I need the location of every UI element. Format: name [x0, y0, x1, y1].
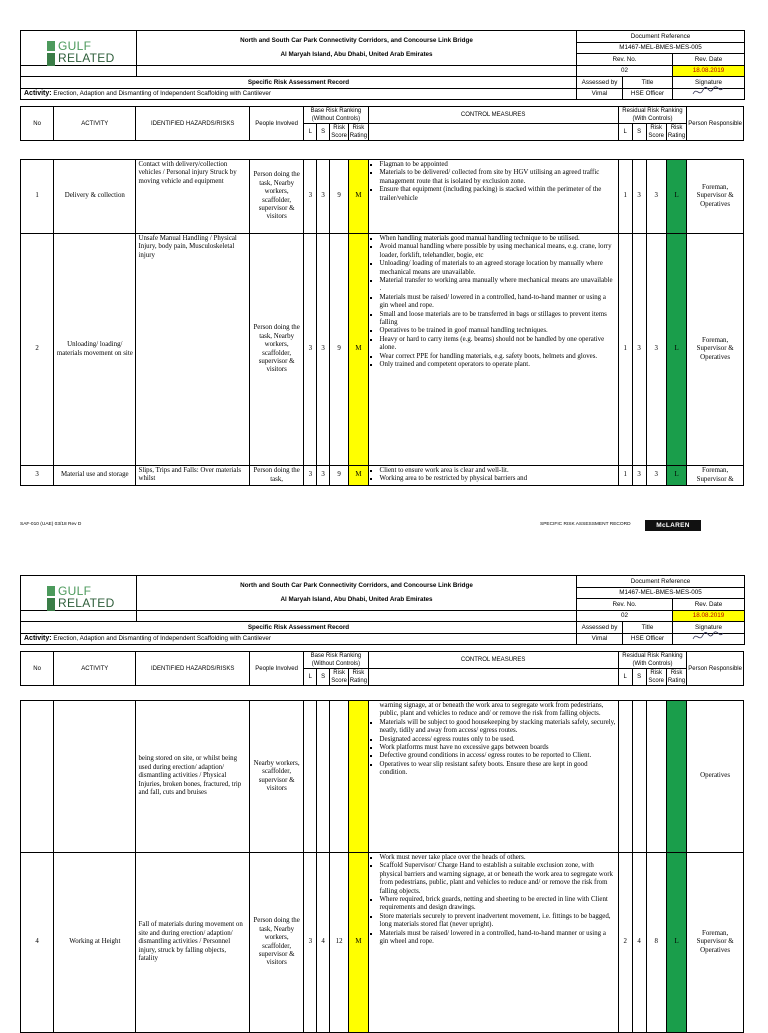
- col-rl: L: [618, 124, 632, 141]
- control-item: ▪ Heavy or hard to carry items (e.g. beams) should not be handled by one operative alone.: [380, 336, 616, 353]
- col-no: No: [21, 107, 54, 141]
- score-cell: 9: [330, 160, 349, 234]
- col-rscore: Risk Score: [646, 669, 666, 686]
- risk-rating-badge: M: [349, 160, 368, 234]
- col-control-measures: CONTROL MEASURES: [368, 107, 618, 124]
- logo-cell: [21, 31, 137, 66]
- col-responsible: Person Responsible: [687, 107, 744, 141]
- activity-cell: Unloading/ loading/ materials movement on site: [54, 234, 136, 466]
- likelihood-cell: 3: [304, 234, 317, 466]
- document-header-2: [20, 575, 745, 645]
- page-2: [20, 575, 744, 1033]
- activity-description: Activity: Erection, Adaption and Dismantling of Independent Scaffolding with Cantilever: [21, 88, 577, 100]
- residual-likelihood-cell: 1: [618, 234, 632, 466]
- activity-cell: Delivery & collection: [54, 160, 136, 234]
- doc-ref-label: Document Reference: [577, 576, 745, 588]
- col-people: People Involved: [249, 107, 304, 141]
- control-item: ▪ Operatives to be trained in goof manual handling techniques.: [380, 327, 616, 335]
- col-rl: L: [618, 669, 632, 686]
- risk-table-page-1: [20, 159, 744, 486]
- residual-rating-badge: L: [666, 160, 686, 234]
- col-s: S: [317, 124, 330, 141]
- residual-rating-badge: L: [666, 853, 686, 1033]
- severity-cell: 3: [317, 466, 330, 486]
- col-l: L: [304, 669, 317, 686]
- control-item: ▪ Work platforms must have no excessive gaps between boards: [380, 744, 616, 752]
- risk-rating-badge: M: [349, 234, 368, 466]
- table-row: 4 Working at Height Fall of materials during movement on site and during erection/ adaption/ dismantling activities / Personnel injury, struck by falling objects, fatality Person doing the task, Nearby workers, scaffolder, supervisor & visitors 3 4 12 M ▪ Work must never take place over the heads of others. ▪ Scaffold Supervisor/ Charge Hand to establish a suitable exclusion zone, with physical barriers and warning signage, at or beneath the work area to segregate work from pedestrians, public, plant and vehicles to reduce and/ or remove the risk from falling objects. ▪ Where required, brick guards, netting and sheeting to be erected in line with Client requirements and design drawings. ▪ Store materials securely to prevent inadvertent movement, i.e. fittings to be bagged, long materials stored flat (never upright). ▪ Materials must be raised/ lowered in a controlled, hand-to-hand manner or using a gin wheel and rope. 2 4 8 L Foreman, Supervisor & Operatives: [21, 853, 744, 1033]
- people-cell: Nearby workers, scaffolder, supervisor & visitors: [249, 701, 304, 853]
- title-label: Title: [623, 77, 673, 89]
- residual-score-cell: 3: [646, 160, 666, 234]
- col-rrating: Risk Rating: [667, 670, 686, 684]
- likelihood-cell: 3: [304, 160, 317, 234]
- assessor-title: HSE Officer: [623, 633, 673, 645]
- control-item: ▪ When handling materials good manual handling technique to be utilised.: [380, 235, 616, 243]
- hazard-cell: being stored on site, or whilst being used during erection/ adaption/ dismantling activities / Physical Injuries, broken bones, fractured, trip and fall, cuts and bruises: [136, 701, 249, 853]
- control-item: ▪ Material transfer to working area manually where mechanical means are unavailable .: [380, 277, 616, 294]
- footer-record-title: SPECIFIC RISK ASSESSMENT RECORD: [540, 522, 631, 527]
- risk-table-page-2: [20, 700, 744, 1033]
- logo-cell: [21, 576, 137, 611]
- signature: [673, 633, 745, 645]
- control-item: ▪ Materials must be raised/ lowered in a controlled, hand-to-hand manner or using a gin wheel and rope.: [380, 294, 616, 311]
- table-row-continued: [21, 701, 744, 853]
- project-name: North and South Car Park Connectivity Corridors, and Concourse Link Bridge Al Maryah Island, Abu Dhabi, United Arab Emirates: [137, 576, 577, 611]
- form-reference: SAF-010 (UAE) 03/18 Rev D: [20, 522, 82, 527]
- residual-likelihood-cell: 1: [618, 466, 632, 486]
- col-activity: ACTIVITY: [54, 107, 136, 141]
- col-score: Risk Score: [331, 125, 347, 139]
- control-item: ▪ Flagman to be appointed: [380, 161, 616, 169]
- col-l: L: [304, 124, 317, 141]
- residual-likelihood-cell: 1: [618, 160, 632, 234]
- residual-rating-badge: L: [666, 466, 686, 486]
- title-label: Title: [623, 622, 673, 634]
- col-rrating: Risk Rating: [667, 125, 686, 139]
- doc-ref-label: Document Reference: [577, 31, 745, 43]
- activity-description: Activity: Erection, Adaption and Dismantling of Independent Scaffolding with Cantilever: [21, 633, 577, 645]
- col-rating: Risk Rating: [349, 670, 368, 684]
- control-item: ▪ Avoid manual handling where possible by using mechanical means, e.g. crane, lorry loader, forklift, telehandler, bogie, etc: [380, 243, 616, 260]
- control-item: ▪ Materials must be raised/ lowered in a controlled, hand-to-hand manner or using a gin wheel and rope.: [380, 930, 616, 947]
- col-hazards: IDENTIFIED HAZARDS/RISKS: [136, 107, 249, 141]
- control-cell: [368, 466, 618, 486]
- likelihood-cell: 3: [304, 466, 317, 486]
- control-item: ▪ Work must never take place over the heads of others.: [380, 854, 616, 862]
- col-base-risk: Base Risk Ranking (Without Controls): [304, 652, 368, 669]
- assessed-by-label: Assessed by: [577, 77, 623, 89]
- col-control-measures: CONTROL MEASURES: [368, 652, 618, 669]
- mclaren-logo: McLAREN: [645, 520, 701, 531]
- assessed-by-label: Assessed by: [577, 622, 623, 634]
- signature-label: Signature: [673, 622, 745, 634]
- control-item: ▪ Client to ensure work area is clear and well-lit.: [380, 467, 616, 475]
- people-cell: Person doing the task, Nearby workers, scaffolder, supervisor & visitors: [249, 160, 304, 234]
- responsible-cell: Operatives: [687, 701, 744, 853]
- col-base-risk: Base Risk Ranking (Without Controls): [304, 107, 368, 124]
- record-title: Specific Risk Assessment Record: [21, 77, 577, 89]
- people-cell: Person doing the task, Nearby workers, scaffolder, supervisor & visitors: [249, 234, 304, 466]
- severity-cell: 3: [317, 160, 330, 234]
- hazard-cell: Unsafe Manual Handling / Physical Injury, body pain, Musculoskeletal injury: [136, 234, 249, 466]
- control-item: ▪ Scaffold Supervisor/ Charge Hand to establish a suitable exclusion zone, with physical barriers and warning signage, at or beneath the work area to segregate work from pedestrians, public, plant and vehicles to reduce and/ or remove the risk from falling objects.: [380, 862, 616, 896]
- responsible-cell: Foreman, Supervisor & Operatives: [687, 234, 744, 466]
- control-cell: [368, 234, 618, 466]
- assessor-name: Vimal: [577, 88, 623, 100]
- risk-rating-badge: M: [349, 853, 368, 1033]
- record-title: Specific Risk Assessment Record: [21, 622, 577, 634]
- control-item: ▪ Only trained and competent operators to operate plant.: [380, 361, 616, 369]
- control-item: ▪ Defective ground conditions in access/ egress routes to be reported to Client.: [380, 752, 616, 760]
- control-item: ▪ Ensure that equipment (including packing) is stacked within the perimeter of the trailer/vehicle: [380, 186, 616, 203]
- residual-score-cell: 3: [646, 234, 666, 466]
- col-residual-risk: Residual Risk Ranking (With Controls): [618, 107, 686, 124]
- residual-score-cell: 3: [646, 466, 666, 486]
- activity-cell: Material use and storage: [54, 466, 136, 486]
- col-hazards: IDENTIFIED HAZARDS/RISKS: [136, 652, 249, 686]
- table-row: [21, 234, 744, 466]
- control-item: ▪ Wear correct PPE for handling materials, e.g. safety boots, helmets and gloves.: [380, 353, 616, 361]
- responsible-cell: Foreman, Supervisor & Operatives: [687, 160, 744, 234]
- rev-no-label: Rev. No.: [577, 54, 673, 66]
- control-item: ▪ Materials to be delivered/ collected from site by HGV utilising an agreed traffic management route that is isolated by exclusion zone.: [380, 169, 616, 186]
- control-item: ▪ Designated access/ egress routes only to be used.: [380, 736, 616, 744]
- residual-severity-cell: 3: [632, 234, 646, 466]
- control-item: ▪ Unloading/ loading of materials to an agreed storage location by manually where mechanical means are unavailable.: [380, 260, 616, 277]
- signature-scribble-icon: [691, 629, 725, 645]
- row-number: 2: [21, 234, 54, 466]
- col-residual-risk: Residual Risk Ranking (With Controls): [618, 652, 686, 669]
- rev-date-value: 18.08.2019: [673, 65, 745, 77]
- control-item: ▪ Operatives to wear slip resistant safety boots. Ensure these are kept in good condition.: [380, 761, 616, 778]
- assessor-name: Vimal: [577, 633, 623, 645]
- signature: [673, 88, 745, 100]
- col-no: No: [21, 652, 54, 686]
- table-row: [21, 466, 744, 486]
- rev-date-value: 18.08.2019: [673, 610, 745, 622]
- gulf-related-logo: GULF RELATED: [47, 41, 113, 67]
- table-row: [21, 160, 744, 234]
- control-cell: warning signage, at or beneath the work area to segregate work from pedestrians, public, plant and vehicles to reduce and/ or remove the risk from falling objects. ▪ Materials will be subject to good housekeeping by stacking materials safely, securely, neatly, tidily and away from access/ egress routes. ▪ Designated access/ egress routes only to be used. ▪ Work platforms must have no excessive gaps between boards ▪ Defective ground conditions in access/ egress routes to be reported to Client. ▪ Operatives to wear slip resistant safety boots. Ensure these are kept in good condition.: [368, 701, 618, 853]
- score-cell: 9: [330, 234, 349, 466]
- people-cell: Person doing the task,: [249, 466, 304, 486]
- rev-no-label: Rev. No.: [577, 599, 673, 611]
- control-item: ▪ Where required, brick guards, netting and sheeting to be erected in line with Client requirements and design drawings.: [380, 896, 616, 913]
- rev-date-label: Rev. Date: [673, 54, 745, 66]
- control-item: ▪ Working area to be restricted by physical barriers and: [380, 475, 616, 483]
- signature-scribble-icon: [691, 84, 725, 100]
- residual-severity-cell: 3: [632, 160, 646, 234]
- project-name: North and South Car Park Connectivity Corridors, and Concourse Link Bridge Al Maryah Island, Abu Dhabi, United Arab Emirates: [137, 31, 577, 66]
- col-score: Risk Score: [331, 670, 347, 684]
- residual-rating-badge: L: [666, 234, 686, 466]
- control-item: ▪ Small and loose materials are to be transferred in bags or stillages to prevent items falling: [380, 311, 616, 328]
- rev-no-value: 02: [577, 610, 673, 622]
- column-header: [20, 106, 744, 141]
- row-number: 1: [21, 160, 54, 234]
- col-rscore: Risk Score: [646, 124, 666, 141]
- col-people: People Involved: [249, 652, 304, 686]
- row-number: 3: [21, 466, 54, 486]
- page-1: [20, 30, 744, 486]
- gulf-related-logo: GULF RELATED: [47, 586, 113, 612]
- col-rating: Risk Rating: [349, 125, 368, 139]
- doc-ref-value: M1467-MEL-BMES-MES-005: [577, 587, 745, 599]
- rev-date-label: Rev. Date: [673, 599, 745, 611]
- hazard-cell: Contact with delivery/collection vehicles / Personal injury Struck by moving vehicle and equipment: [136, 160, 249, 234]
- control-cell: [368, 853, 618, 1033]
- col-responsible: Person Responsible: [687, 652, 744, 686]
- signature-label: Signature: [673, 77, 745, 89]
- control-item: ▪ Materials will be subject to good housekeeping by stacking materials safely, securely, neatly, tidily and away from access/ egress routes.: [380, 719, 616, 736]
- score-cell: 9: [330, 466, 349, 486]
- column-header-2: [20, 651, 744, 686]
- col-rs: S: [632, 669, 646, 686]
- assessor-title: HSE Officer: [623, 88, 673, 100]
- risk-rating-badge: M: [349, 466, 368, 486]
- hazard-cell: Slips, Trips and Falls: Over materials whilst: [136, 466, 249, 486]
- rev-no-value: 02: [577, 65, 673, 77]
- severity-cell: 3: [317, 234, 330, 466]
- doc-ref-value: M1467-MEL-BMES-MES-005: [577, 42, 745, 54]
- control-item: ▪ Store materials securely to prevent inadvertent movement, i.e. fittings to be bagged, long materials stored flat (never upright).: [380, 913, 616, 930]
- document-header: [20, 30, 745, 100]
- residual-severity-cell: 3: [632, 466, 646, 486]
- col-activity: ACTIVITY: [54, 652, 136, 686]
- col-rs: S: [632, 124, 646, 141]
- responsible-cell: Foreman, Supervisor &: [687, 466, 744, 486]
- col-s: S: [317, 669, 330, 686]
- page-footer: [20, 520, 744, 534]
- control-cell: [368, 160, 618, 234]
